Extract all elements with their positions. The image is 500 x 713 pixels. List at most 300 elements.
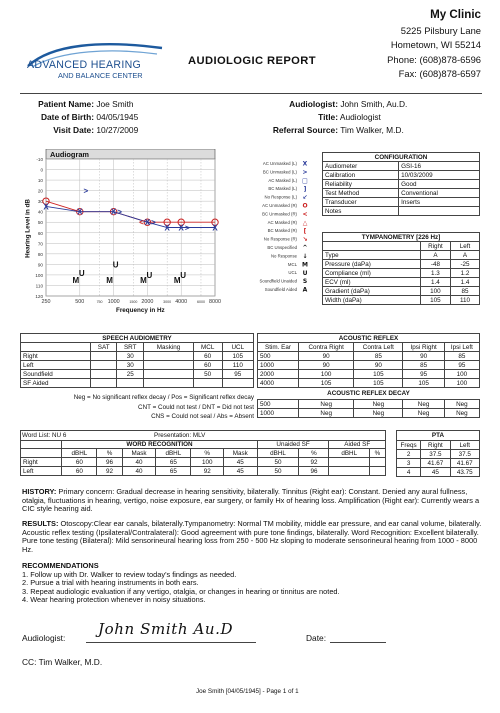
- table-cell: 100: [298, 370, 353, 379]
- legend-symbol: ]: [303, 185, 307, 193]
- clinic-address1: 5225 Pilsbury Lane: [400, 24, 481, 36]
- legend-symbol: M: [302, 261, 308, 269]
- table-cell: 105: [354, 370, 403, 379]
- legend-label: UCL: [288, 270, 297, 276]
- date-line: [330, 642, 386, 643]
- pta-body: [397, 441, 480, 477]
- table-cell: 4: [397, 468, 421, 477]
- table-cell: Width (daPa): [323, 296, 421, 305]
- table-cell: 60: [193, 352, 222, 361]
- table-cell: 105: [222, 352, 253, 361]
- table-cell: 85: [444, 352, 479, 361]
- table-cell: Transducer: [323, 198, 399, 207]
- column-header: UCL: [222, 343, 253, 352]
- table-cell: 100: [191, 458, 224, 467]
- table-cell: 37.5: [450, 450, 479, 459]
- word-list-label: Word List: NU 6: [22, 432, 67, 439]
- signature-label: Audiologist:: [22, 633, 66, 643]
- table-cell: 90: [298, 352, 353, 361]
- legend-symbol: [: [303, 227, 307, 235]
- table-cell: 43.75: [450, 468, 479, 477]
- signature-line: [86, 642, 256, 643]
- table-cell: 1.2: [451, 269, 480, 278]
- column-header: Left: [451, 242, 480, 251]
- pta-row: [397, 459, 480, 468]
- table-cell: 92: [191, 467, 224, 476]
- clinic-logo: [22, 40, 172, 82]
- table-cell: 37.5: [421, 450, 450, 459]
- x-tick-label: 6000: [196, 300, 205, 304]
- x-tick-label: 1500: [129, 300, 138, 304]
- legend-symbol: A: [302, 286, 308, 294]
- y-tick-label: 100: [35, 272, 43, 278]
- speech-columns: [21, 343, 254, 352]
- table-cell: 60: [62, 467, 97, 476]
- header-rule: [20, 93, 482, 94]
- column-header: Right: [420, 242, 450, 251]
- table-cell: 10/03/2009: [399, 171, 480, 180]
- y-tick-label: 70: [37, 241, 43, 247]
- column-header: SAT: [91, 343, 117, 352]
- table-cell: 95: [403, 370, 445, 379]
- data-point-x: X: [144, 218, 151, 228]
- column-header: %: [191, 449, 224, 458]
- configuration-row: [323, 207, 480, 216]
- table-cell: Test Method: [323, 189, 399, 198]
- cc-line: CC: Tim Walker, M.D.: [22, 657, 103, 667]
- reflex-decay-body: [258, 400, 480, 418]
- table-cell: 105: [420, 296, 450, 305]
- referral-label: Referral Source:: [272, 125, 338, 135]
- audiogram-panel: [20, 149, 316, 315]
- table-cell: Pressure (daPa): [323, 260, 421, 269]
- table-cell: Notes: [323, 207, 399, 216]
- column-header: Stim. Ear: [258, 343, 299, 352]
- word-title: WORD RECOGNITION: [62, 441, 257, 449]
- table-cell: ECV (ml): [323, 278, 421, 287]
- table-cell: 92: [97, 467, 122, 476]
- data-point-x: X: [164, 223, 170, 233]
- referral-source: Tim Walker, M.D.: [340, 125, 404, 135]
- table-cell: 96: [97, 458, 122, 467]
- table-cell: Good: [399, 180, 480, 189]
- column-header: dBHL: [62, 449, 97, 458]
- speech-title: SPEECH AUDIOMETRY: [21, 334, 254, 343]
- pta-row: [397, 468, 480, 477]
- column-header: Contra Left: [354, 343, 403, 352]
- table-cell: Left: [21, 467, 62, 476]
- pta-title: PTA: [397, 431, 480, 441]
- logo-line1: ADVANCED HEARING: [27, 59, 142, 71]
- recommendation-2: 2. Pursue a trial with hearing instruments in both ears.: [22, 578, 199, 588]
- y-tick-label: 0: [40, 167, 43, 173]
- table-cell: Soundfield: [21, 370, 91, 379]
- recommendations-section: [22, 562, 482, 605]
- legend-symbol: △: [302, 219, 308, 227]
- reflex-columns: [258, 343, 480, 352]
- patient-dob-label: Date of Birth:: [40, 112, 94, 122]
- table-cell: 85: [451, 287, 480, 296]
- table-cell: Type: [323, 251, 421, 260]
- table-cell: [369, 467, 385, 476]
- legend-label: MCL: [287, 261, 297, 267]
- configuration-row: [323, 171, 480, 180]
- pta-columns: [397, 441, 480, 450]
- legend-label: BC Unmasked (R): [262, 211, 297, 217]
- table-cell: 110: [222, 361, 253, 370]
- table-cell: 90: [403, 352, 445, 361]
- legend-label: AC Masked (L): [268, 177, 297, 183]
- table-cell: [329, 458, 369, 467]
- table-cell: Gradient (daPa): [323, 287, 421, 296]
- acoustic-reflex-table: [257, 333, 480, 418]
- patient-dob-row: [20, 111, 240, 124]
- table-cell: 65: [156, 458, 191, 467]
- table-cell: 105: [298, 379, 353, 388]
- data-point-m: M: [173, 276, 181, 286]
- audiologist-name: John Smith, Au.D.: [340, 99, 408, 109]
- legend-symbol: X: [302, 160, 308, 168]
- legend-symbol: S: [302, 278, 308, 286]
- y-tick-label: 10: [37, 178, 43, 184]
- clinic-name: My Clinic: [430, 8, 481, 21]
- table-cell: 110: [451, 296, 480, 305]
- referral-row: [258, 124, 488, 137]
- column-header: %: [369, 449, 385, 458]
- patient-info: [20, 98, 240, 137]
- column-header: Mask: [122, 449, 156, 458]
- x-tick-label: 750: [96, 300, 103, 304]
- audiologist-row: [258, 98, 488, 111]
- reflex-row: [258, 361, 480, 370]
- reflex-row: [258, 352, 480, 361]
- speech-note-3: CNS = Could not seal / Abs = Absent: [151, 413, 254, 421]
- speech-title-row: [21, 334, 254, 343]
- data-point-x: X: [43, 202, 49, 212]
- history-section: [22, 488, 482, 514]
- patient-name: Joe Smith: [96, 99, 134, 109]
- title-label: Title:: [318, 112, 338, 122]
- recommendation-1: 1. Follow up with Dr. Walker to review today's findings as needed.: [22, 569, 237, 579]
- word-group-aided: Aided SF: [329, 441, 386, 449]
- data-point-sym: >: [151, 218, 156, 228]
- table-cell: [369, 458, 385, 467]
- tympanometry-row: [323, 287, 480, 296]
- configuration-row: [323, 162, 480, 171]
- recommendation-3: 3. Repeat audiologic evaluation if any vertigo, otalgia, or changes in hearing or tinnitus are noted.: [22, 586, 340, 596]
- x-tick-label: 2000: [141, 299, 154, 305]
- column-header: Mask: [223, 449, 257, 458]
- column-header: MCL: [193, 343, 222, 352]
- y-tick-label: 110: [35, 283, 43, 289]
- table-cell: 96: [299, 467, 329, 476]
- table-cell: 3: [397, 459, 421, 468]
- y-tick-label: 50: [37, 220, 43, 226]
- y-tick-label: 40: [37, 209, 43, 215]
- word-row: [21, 467, 386, 476]
- table-cell: [222, 379, 253, 388]
- reflex-title-row: [258, 334, 480, 343]
- column-header: [323, 242, 421, 251]
- audiogram-ylabel: Hearing Level in dB: [24, 199, 32, 258]
- data-point-u: U: [146, 270, 153, 280]
- table-cell: 95: [222, 370, 253, 379]
- tympanometry-columns: [323, 242, 480, 251]
- tympanometry-table: [322, 232, 480, 305]
- table-cell: 105: [403, 379, 445, 388]
- tympanometry-body: [323, 242, 480, 305]
- pta-table: [396, 430, 480, 477]
- legend-label: AC Unmasked (R): [262, 203, 297, 208]
- column-header: Right: [421, 441, 450, 450]
- table-cell: [329, 467, 369, 476]
- y-tick-label: 90: [37, 262, 43, 268]
- tympanometry-row: [323, 269, 480, 278]
- table-cell: 1.3: [420, 269, 450, 278]
- tympanometry-row: [323, 251, 480, 260]
- speech-row: [21, 379, 254, 388]
- data-point-sym: >: [184, 223, 190, 233]
- table-cell: [144, 379, 193, 388]
- speech-row: [21, 352, 254, 361]
- table-cell: [91, 379, 117, 388]
- table-cell: 41.67: [450, 459, 479, 468]
- table-cell: 500: [258, 400, 299, 409]
- y-tick-label: 20: [37, 188, 43, 194]
- table-cell: 45: [421, 468, 450, 477]
- history-text: Primary concern: Gradual decrease in hearing sensitivity, bilaterally. Tinnitus (Right ear): Constant. Denied any aural fullness, otalgia, fluctuations in hearing, vertigo, noise exposure, ear surgery, or family Hx of hearing loss. Amplification (Right ear): Currently wears a CIC style hearing aid.: [22, 487, 480, 514]
- reflex-decay-row: [258, 409, 480, 418]
- table-cell: Neg: [444, 400, 479, 409]
- clinic-fax: Fax: (608)878-6597: [398, 68, 481, 80]
- table-cell: Neg: [403, 409, 445, 418]
- reflex-body: [258, 343, 480, 388]
- configuration-body: [323, 162, 480, 216]
- table-cell: [144, 370, 193, 379]
- y-tick-label: -10: [36, 157, 43, 162]
- table-cell: 41.67: [421, 459, 450, 468]
- word-recognition-table: [20, 430, 386, 476]
- word-toprow: [21, 431, 386, 441]
- table-cell: -48: [420, 260, 450, 269]
- legend-label: No Response: [270, 253, 297, 259]
- legend-symbol: <: [302, 211, 308, 218]
- column-header: Freqs: [397, 441, 421, 450]
- table-cell: Left: [21, 361, 91, 370]
- data-point-sym: <: [139, 218, 144, 228]
- table-cell: Right: [21, 458, 62, 467]
- speech-body: [21, 343, 254, 388]
- table-cell: SF Aided: [21, 379, 91, 388]
- table-cell: Inserts: [399, 198, 480, 207]
- y-tick-label: 30: [37, 199, 43, 205]
- clinic-address: [321, 8, 481, 82]
- table-cell: 90: [298, 361, 353, 370]
- table-cell: [144, 361, 193, 370]
- legend-symbol: □: [302, 177, 308, 185]
- configuration-row: [323, 198, 480, 207]
- table-cell: 30: [117, 361, 144, 370]
- table-cell: 45: [223, 467, 257, 476]
- legend-label: No Response (L): [264, 194, 297, 200]
- data-point-x: X: [212, 223, 218, 233]
- recommendations-title: RECOMMENDATIONS: [22, 561, 99, 570]
- data-point-sym: >: [117, 207, 122, 217]
- table-cell: Reliability: [323, 180, 399, 189]
- table-cell: 1000: [258, 361, 299, 370]
- speech-row: [21, 361, 254, 370]
- table-cell: 100: [444, 379, 479, 388]
- y-tick-label: 80: [37, 251, 43, 257]
- y-tick-label: 60: [37, 230, 43, 236]
- column-header: dBHL: [329, 449, 369, 458]
- table-cell: 2000: [258, 370, 299, 379]
- column-header: [21, 343, 91, 352]
- clinic-address2: Hometown, WI 55214: [390, 39, 481, 51]
- table-cell: A: [420, 251, 450, 260]
- legend-symbol: ↘: [302, 236, 308, 244]
- legend-symbol: ^: [302, 244, 308, 252]
- legend-label: BC Masked (R): [267, 228, 297, 234]
- reflex-row: [258, 379, 480, 388]
- visit-date: 10/27/2009: [96, 125, 139, 135]
- table-cell: 25: [117, 370, 144, 379]
- table-cell: 60: [62, 458, 97, 467]
- table-cell: 85: [354, 352, 403, 361]
- word-blank: [21, 449, 62, 458]
- data-point-m: M: [72, 276, 80, 286]
- clinic-phone: Phone: (608)878-6596: [387, 53, 481, 65]
- speech-row: [21, 370, 254, 379]
- legend-label: AC Unmasked (L): [262, 161, 297, 166]
- reflex-decay-title-row: [258, 388, 480, 400]
- patient-name-label: Patient Name:: [38, 99, 94, 109]
- table-cell: 90: [354, 361, 403, 370]
- word-row: [21, 458, 386, 467]
- data-point-x: X: [77, 207, 83, 217]
- table-cell: 100: [444, 370, 479, 379]
- results-label: RESULTS:: [22, 519, 59, 528]
- configuration-table: [322, 152, 480, 216]
- table-cell: 100: [420, 287, 450, 296]
- table-cell: 92: [299, 458, 329, 467]
- table-cell: Neg: [403, 400, 445, 409]
- page-footer: Joe Smith [04/05/1945] - Page 1 of 1: [196, 688, 299, 695]
- x-tick-label: 3000: [163, 300, 172, 304]
- table-cell: 40: [122, 467, 156, 476]
- x-tick-label: 1000: [107, 299, 120, 305]
- audiogram-title: Audiogram: [50, 150, 90, 159]
- table-cell: Right: [21, 352, 91, 361]
- recommendation-4: 4. Wear hearing protection whenever in noisy situations.: [22, 595, 206, 605]
- configuration-title: CONFIGURATION: [323, 153, 480, 162]
- visit-date-row: [20, 124, 240, 137]
- table-cell: 85: [403, 361, 445, 370]
- column-header: Ipsi Left: [444, 343, 479, 352]
- table-cell: 50: [193, 370, 222, 379]
- table-cell: Neg: [444, 409, 479, 418]
- pta-title-row: [397, 431, 480, 441]
- column-header: Contra Right: [298, 343, 353, 352]
- audiologist-label: Audiologist:: [289, 99, 338, 109]
- provider-info: [258, 98, 488, 137]
- x-tick-label: 8000: [209, 299, 221, 305]
- reflex-decay-row: [258, 400, 480, 409]
- column-header: %: [299, 449, 329, 458]
- legend-label: Soundfield Unaided: [259, 278, 297, 284]
- table-cell: [91, 370, 117, 379]
- audiogram-xlabel: Frequency in Hz: [116, 307, 165, 314]
- audiologist-signature: John Smith Au.D: [98, 620, 234, 638]
- data-point-u: U: [78, 268, 85, 278]
- data-point-x: X: [178, 223, 184, 233]
- table-cell: 95: [444, 361, 479, 370]
- x-tick-label: 4000: [175, 299, 188, 305]
- table-cell: 50: [257, 467, 299, 476]
- patient-name-row: [20, 98, 240, 111]
- word-toprow-cell: [21, 431, 386, 441]
- configuration-row: [323, 180, 480, 189]
- word-body: [21, 449, 386, 476]
- table-cell: 30: [117, 352, 144, 361]
- table-cell: Neg: [298, 409, 353, 418]
- configuration-row: [323, 189, 480, 198]
- reflex-row: [258, 370, 480, 379]
- audiologist-title: Audiologist: [339, 112, 381, 122]
- table-cell: 40: [122, 458, 156, 467]
- table-cell: 60: [193, 361, 222, 370]
- table-cell: Conventional: [399, 189, 480, 198]
- data-point-u: U: [112, 260, 119, 270]
- table-cell: [91, 361, 117, 370]
- title-row: [258, 111, 488, 124]
- report-title: AUDIOLOGIC REPORT: [188, 55, 316, 67]
- word-group-unaided: Unaided SF: [257, 441, 329, 449]
- column-header: Ipsi Right: [403, 343, 445, 352]
- history-label: HISTORY:: [22, 487, 57, 496]
- data-point-m: M: [106, 276, 113, 286]
- column-header: Left: [450, 441, 479, 450]
- table-cell: Audiometer: [323, 162, 399, 171]
- tympanometry-header-row: [323, 233, 480, 242]
- x-tick-label: 500: [75, 299, 85, 305]
- results-section: [22, 520, 482, 554]
- speech-note-1: Neg = No significant reflex decay / Pos = Significant reflex decay: [73, 394, 254, 401]
- table-cell: [193, 379, 222, 388]
- legend-label: BC Unmasked (L): [262, 169, 297, 175]
- y-tick-label: 120: [35, 294, 43, 299]
- table-cell: A: [451, 251, 480, 260]
- table-cell: [144, 352, 193, 361]
- visit-date-label: Visit Date:: [53, 125, 94, 135]
- x-tick-label: 250: [41, 299, 51, 305]
- legend-label: BC Unspecified: [267, 245, 297, 250]
- table-cell: [399, 207, 480, 216]
- logo-line2: AND BALANCE CENTER: [58, 71, 143, 80]
- legend-label: BC Masked (L): [268, 186, 297, 192]
- table-cell: 50: [257, 458, 299, 467]
- data-point-x: X: [110, 207, 117, 217]
- data-point-u: U: [180, 270, 187, 280]
- table-cell: 1.4: [451, 278, 480, 287]
- table-cell: GSI-16: [399, 162, 480, 171]
- configuration-header-row: [323, 153, 480, 162]
- speech-audiometry-table: [20, 333, 254, 388]
- table-cell: [91, 352, 117, 361]
- legend-symbol: O: [302, 202, 308, 210]
- speech-note-2: CNT = Could not test / DNT = Did not test: [138, 403, 254, 411]
- tympanometry-row: [323, 296, 480, 305]
